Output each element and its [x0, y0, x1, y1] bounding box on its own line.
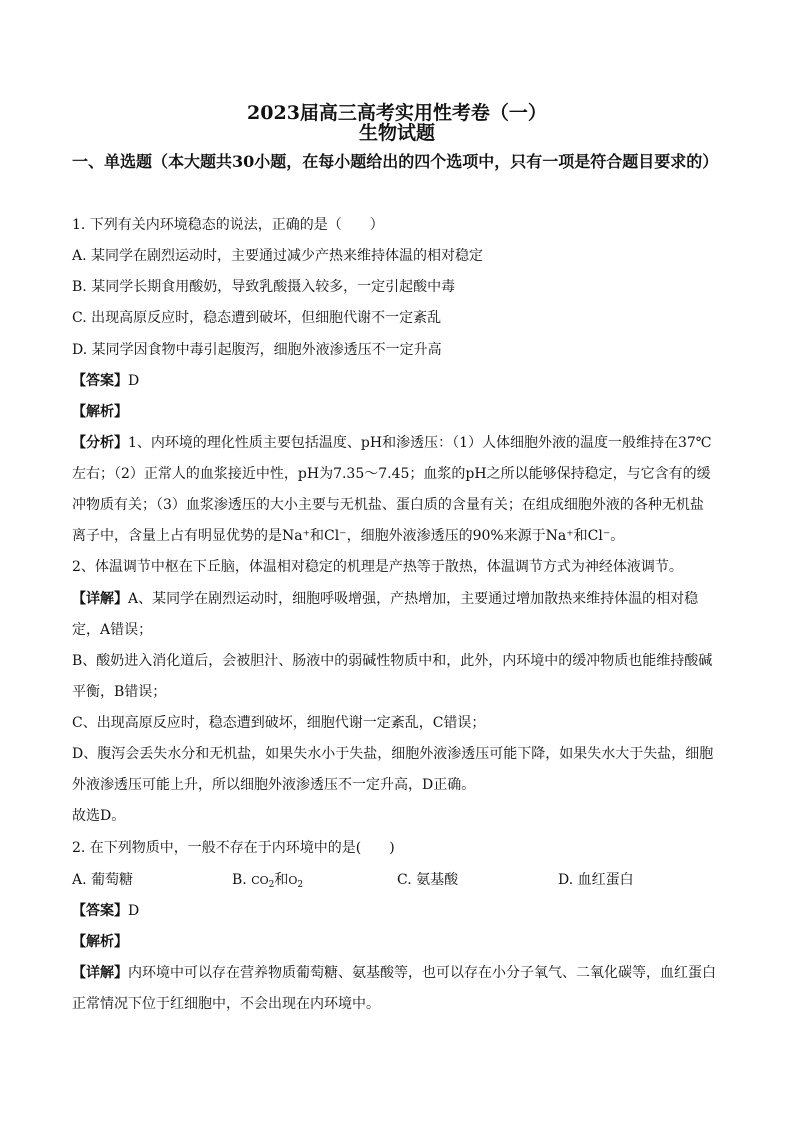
- q1-xiangjie-line: 平衡，B错误；: [72, 684, 167, 700]
- q1-xiangjie-line: 外液渗透压可能上升，所以细胞外液渗透压不一定升高，D正确。: [72, 777, 476, 793]
- q1-option-d: D. 某同学因食物中毒引起腹泻，细胞外液渗透压不一定升高: [72, 342, 442, 358]
- xiangjie-tag: 【详解】: [72, 965, 128, 981]
- q1-xiangjie-line: 故选D。: [72, 808, 126, 824]
- q1-fenxi-line: 左右；（2）正常人的血浆接近中性，pH为7.35～7.45；血浆的pH之所以能够保持稳定，与它含有的缓: [72, 466, 711, 482]
- q1-fenxi-line: 冲物质有关；（3）血浆渗透压的大小主要与无机盐、蛋白质的含量有关；在组成细胞外液的各种无机盐: [72, 497, 704, 513]
- q2-option-a: A. 葡萄糖: [72, 872, 134, 888]
- xiangjie-tag: 【详解】: [72, 591, 128, 607]
- q1-xiangjie-line: D、腹泻会丢失水分和无机盐，如果失水小于失盐，细胞外液渗透压可能下降，如果失水大于失盐，细胞: [72, 746, 714, 762]
- q1-xiangjie-line: B、酸奶进入消化道后，会被胆汁、肠液中的弱碱性物质中和，此外，内环境中的缓冲物质也能维持酸碱: [72, 653, 713, 669]
- exam-title: 2023届高三高考实用性考卷（一）: [247, 102, 547, 124]
- q1-xiangjie-line: 【详解】A、某同学在剧烈运动时，细胞呼吸增强，产热增加，主要通过增加散热来维持体温的相对稳: [72, 591, 699, 607]
- section-heading: 一、单选题（本大题共30小题，在每小题给出的四个选项中，只有一项是符合题目要求的）: [72, 152, 719, 171]
- answer-value: D: [128, 373, 140, 389]
- q1-xiangjie-line: 定，A错误；: [72, 622, 153, 638]
- q1-fenxi-line: 离子中，含量上占有明显优势的是Na⁺和Cl⁻，细胞外液渗透压的90%来源于Na⁺和Cl⁻。: [72, 528, 625, 544]
- answer-value: D: [128, 903, 140, 919]
- q2-xiangjie-line: 正常情况下位于红细胞中，不会出现在内环境中。: [72, 996, 380, 1012]
- q1-stem: 1. 下列有关内环境稳态的说法，正确的是（ ）: [72, 217, 384, 233]
- q1-option-b: B. 某同学长期食用酸奶，导致乳酸摄入较多，一定引起酸中毒: [72, 279, 456, 295]
- q2-option-c: C. 氨基酸: [397, 872, 459, 888]
- q1-jiexi-tag: 【解析】: [72, 404, 128, 420]
- q2-answer: [72, 900, 139, 920]
- q1-fenxi-line: 2、体温调节中枢在下丘脑，体温相对稳定的机理是产热等于散热，体温调节方式为神经体液调节。: [72, 559, 683, 575]
- q2-option-b: B. $CO_2$和$O_2$: [232, 872, 304, 891]
- q1-fenxi-line: 【分析】1、内环境的理化性质主要包括温度、pH和渗透压：（1）人体细胞外液的温度一般维持在37℃: [72, 435, 712, 451]
- q1-option-c: C. 出现高原反应时，稳态遭到破坏，但细胞代谢不一定紊乱: [72, 310, 442, 326]
- q1-xiangjie-line: C、出现高原反应时，稳态遭到破坏，细胞代谢一定紊乱，C错误；: [72, 715, 486, 731]
- answer-tag: 【答案】: [72, 373, 128, 389]
- answer-tag: 【答案】: [72, 903, 128, 919]
- q1-option-a: A. 某同学在剧烈运动时，主要通过减少产热来维持体温的相对稳定: [72, 248, 484, 264]
- q2-jiexi-tag: 【解析】: [72, 934, 128, 950]
- exam-subtitle: 生物试题: [358, 122, 435, 144]
- q2-stem: 2. 在下列物质中，一般不存在于内环境中的是( ): [72, 840, 395, 856]
- q2-xiangjie-line: 【详解】内环境中可以存在营养物质葡萄糖、氨基酸等，也可以存在小分子氧气、二氧化碳等，血红蛋白: [72, 965, 716, 981]
- fenxi-tag: 【分析】: [72, 435, 128, 451]
- q1-answer: [72, 370, 139, 390]
- q2-option-d: D. 血红蛋白: [558, 872, 634, 888]
